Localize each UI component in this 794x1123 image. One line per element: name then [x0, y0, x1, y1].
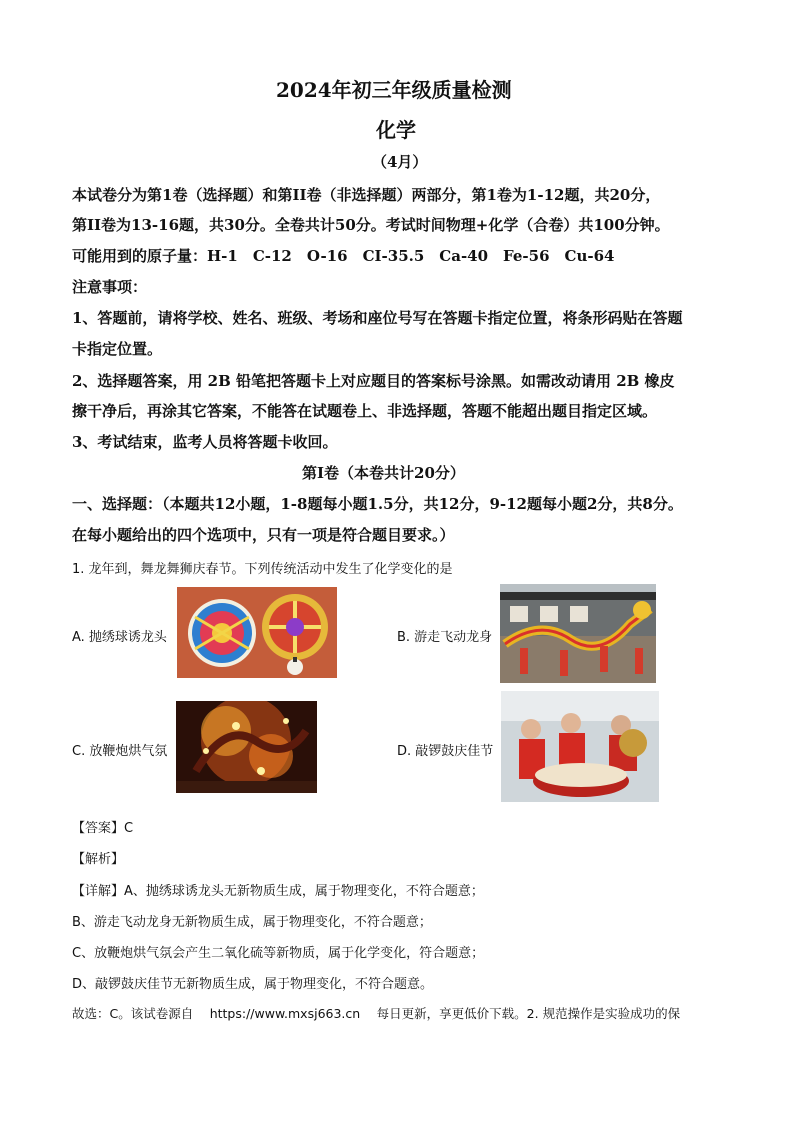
- question-stem: 1. 龙年到，舞龙舞狮庆春节。下列传统活动中发生了化学变化的是: [72, 562, 453, 577]
- option-a-label: A. 抛绣球诱龙头: [72, 630, 167, 645]
- final-line: 故选：C。该试卷源自 https://www.mxsj663.cn 每日更新，享更低价下载。2. 规范操作是实验成功的保: [72, 1006, 681, 1021]
- analysis-label: 【解析】: [72, 852, 125, 867]
- note-3: 3、考试结束，监考人员将答题卡收回。: [72, 433, 338, 451]
- detail-a: 【详解】A、抛绣球诱龙头无新物质生成，属于物理变化，不符合题意；: [72, 884, 484, 899]
- embroidered-balls-image: [177, 587, 337, 678]
- subject-title: 化学: [376, 118, 416, 142]
- note-1a: 1、答题前，请将学校、姓名、班级、考场和座位号写在答题卡指定位置，将条形码贴在答题: [72, 309, 683, 327]
- note-1b: 卡指定位置。: [72, 340, 163, 358]
- section-instruction-a: 一、选择题：（本题共12小题，1-8题每小题1.5分，共12分，9-12题每小题2分，共8分。: [72, 495, 683, 513]
- exam-title: 2024年初三年级质量检测: [276, 78, 512, 102]
- section-title: 第I卷（本卷共计20分）: [302, 464, 465, 482]
- detail-c: C、放鞭炮烘气氛会产生二氧化硫等新物质，属于化学变化，符合题意；: [72, 946, 485, 961]
- detail-b: B、游走飞动龙身无新物质生成，属于物理变化，不符合题意；: [72, 915, 432, 930]
- notes-heading: 注意事项：: [72, 278, 148, 296]
- dragon-dance-image: [500, 584, 656, 683]
- firecrackers-image: [176, 701, 317, 793]
- answer-label: 【答案】C: [72, 821, 134, 836]
- option-c-label: C. 放鞭炮烘气氛: [72, 744, 168, 759]
- atomic-masses: 可能用到的原子量：H-1 C-12 O-16 CI-35.5 Ca-40 Fe-56 Cu-64: [72, 247, 615, 265]
- exam-month: （4月）: [372, 153, 428, 171]
- detail-d: D、敲锣鼓庆佳节无新物质生成，属于物理变化，不符合题意。: [72, 977, 434, 992]
- option-d-label: D. 敲锣鼓庆佳节: [397, 744, 494, 759]
- section-instruction-b: 在每小题给出的四个选项中，只有一项是符合题目要求。）: [72, 526, 455, 544]
- option-b-label: B. 游走飞动龙身: [397, 630, 493, 645]
- note-2a: 2、选择题答案，用 2B 铅笔把答题卡上对应题目的答案标号涂黑。如需改动请用 2B 橡皮: [72, 372, 675, 390]
- drum-team-image: [501, 691, 659, 802]
- note-2b: 擦干净后，再涂其它答案，不能答在试题卷上、非选择题，答题不能超出题目指定区域。: [72, 402, 658, 420]
- intro-line-1: 本试卷分为第1卷（选择题）和第II卷（非选择题）两部分，第1卷为1-12题，共20分，: [72, 186, 661, 204]
- intro-line-2: 第II卷为13-16题，共30分。全卷共计50分。考试时间物理+化学（合卷）共100分钟。: [72, 216, 670, 234]
